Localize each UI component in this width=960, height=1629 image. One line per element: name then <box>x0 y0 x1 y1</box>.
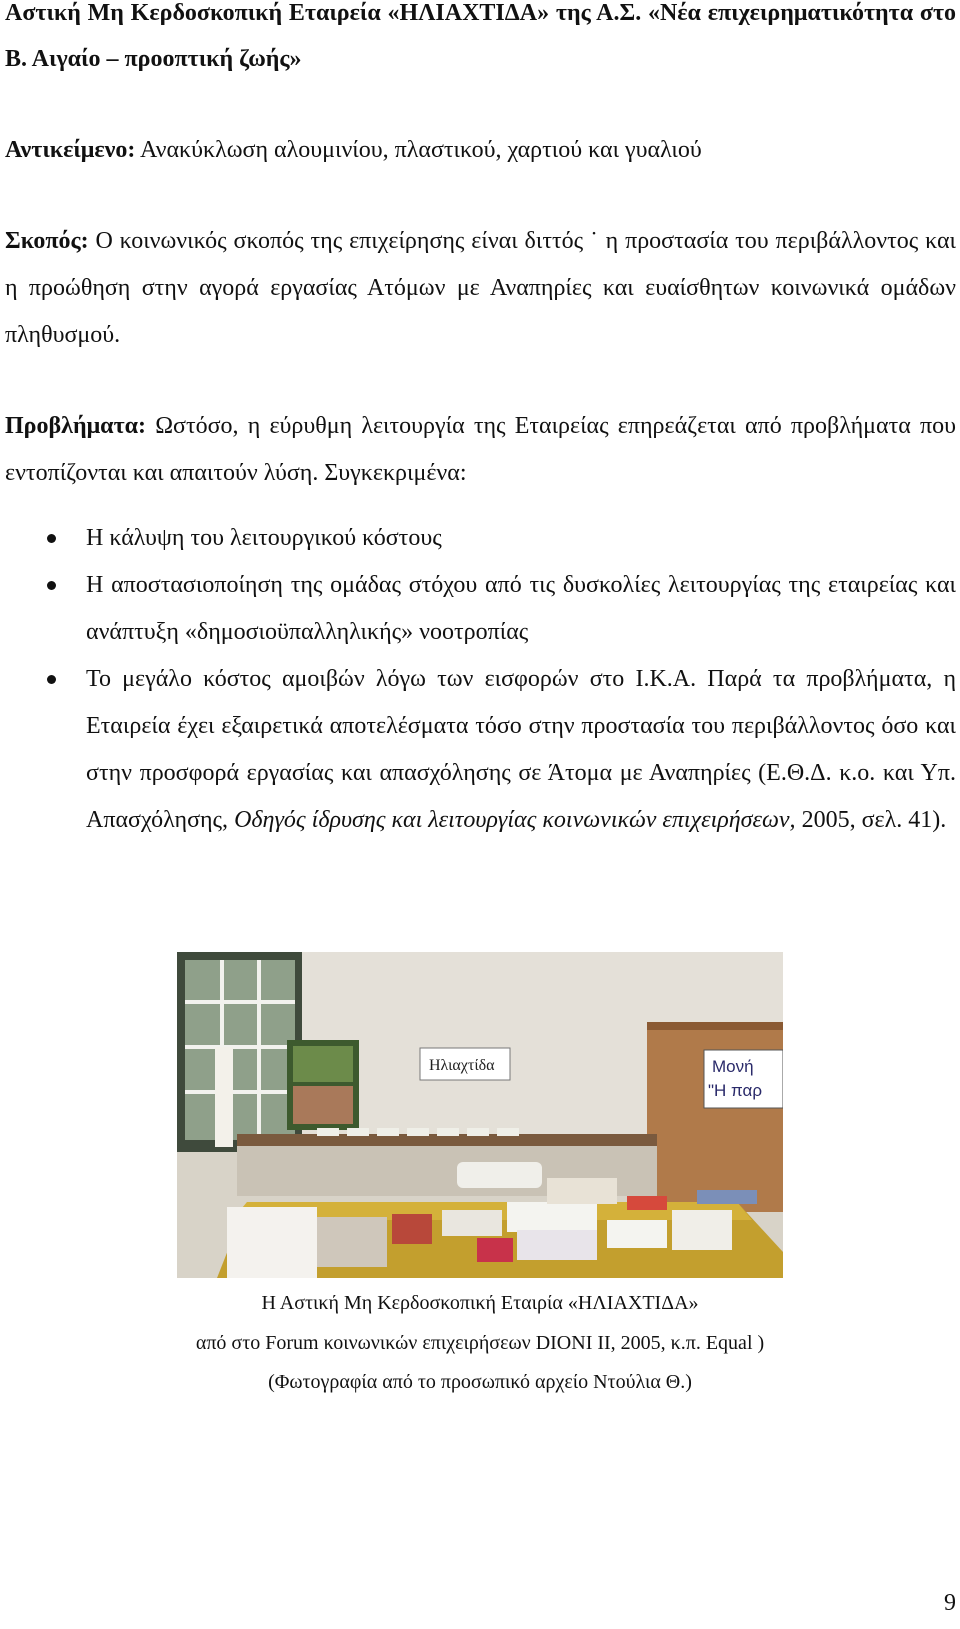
problems-paragraph <box>5 403 956 497</box>
problems-list <box>5 515 956 844</box>
exhibition-photo <box>177 952 783 1278</box>
exhibition-photo-drawing <box>177 952 783 1278</box>
bullet3-tail: 2005, σελ. 41). <box>795 807 947 833</box>
bullet3-text: Το μεγάλο κόστος αμοιβών λόγω των εισφορών στο Ι.Κ.Α. Παρά τα προβλήματα, η Εταιρεία έχει εξαιρετικά αποτελέσματα τόσο στην προστασία του περιβάλλοντος όσο και στην προσφορά εργασίας και απασχόλησης σε Άτομα με Αναπηρίες (Ε.Θ.Δ. κ.ο. και Υπ. Απασχόλησης, <box>86 666 956 833</box>
photo-caption-line3: (Φωτογραφία από το προσωπικό αρχείο Ντούλια Θ.) <box>268 1371 692 1393</box>
photo-sign-side-line1: Μονή <box>712 1057 754 1076</box>
list-item: Η αποστασιοποίηση της ομάδας στόχου από τις δυσκολίες λειτουργίας της εταιρείας και ανάπτυξη «δημοσιοϋπαλληλικής» νοοτροπίας <box>5 562 956 656</box>
purpose-label: Σκοπός: <box>5 228 89 254</box>
photo-sign-main: Ηλιαχτίδα <box>429 1057 495 1074</box>
page-number: 9 <box>944 1590 956 1616</box>
document-title: Αστική Μη Κερδοσκοπική Εταιρεία «ΗΛΙΑΧΤΙΔΑ» της Α.Σ. «Νέα επιχειρηματικότητα στο Β. Αιγαίο – προοπτική ζωής» <box>5 0 956 72</box>
bullet3-italic: Οδηγός ίδρυσης και λειτουργίας κοινωνικών επιχειρήσεων, <box>234 807 796 833</box>
object-paragraph <box>5 127 956 174</box>
purpose-paragraph <box>5 218 956 359</box>
problems-label: Προβλήματα: <box>5 413 147 439</box>
object-text: Ανακύκλωση αλουμινίου, πλαστικού, χαρτιού και γυαλιού <box>135 137 702 163</box>
purpose-text: Ο κοινωνικός σκοπός της επιχείρησης είναι διττός ˙ η προστασία του περιβάλλοντος και η προώθηση στην αγορά εργασίας Ατόμων με Αναπηρίες και ευαίσθητων κοινωνικά ομάδων πληθυσμού. <box>5 228 956 348</box>
list-item <box>5 656 956 844</box>
problems-text: Ωστόσο, η εύρυθμη λειτουργία της Εταιρείας επηρεάζεται από προβλήματα που εντοπίζονται και απαιτούν λύση. Συγκεκριμένα: <box>5 413 956 486</box>
list-item: Η κάλυψη του λειτουργικού κόστους <box>5 515 956 562</box>
photo-sign-side-line2: "Η παρ <box>708 1081 763 1100</box>
photo-caption-line2: από στο Forum κοινωνικών επιχειρήσεων DIONI II, 2005, κ.π. Equal ) <box>195 1332 765 1354</box>
photo-caption-line1: Η Αστική Μη Κερδοσκοπική Εταιρία «ΗΛΙΑΧΤΙΔΑ» <box>261 1292 699 1314</box>
object-label: Αντικείμενο: <box>5 137 136 163</box>
